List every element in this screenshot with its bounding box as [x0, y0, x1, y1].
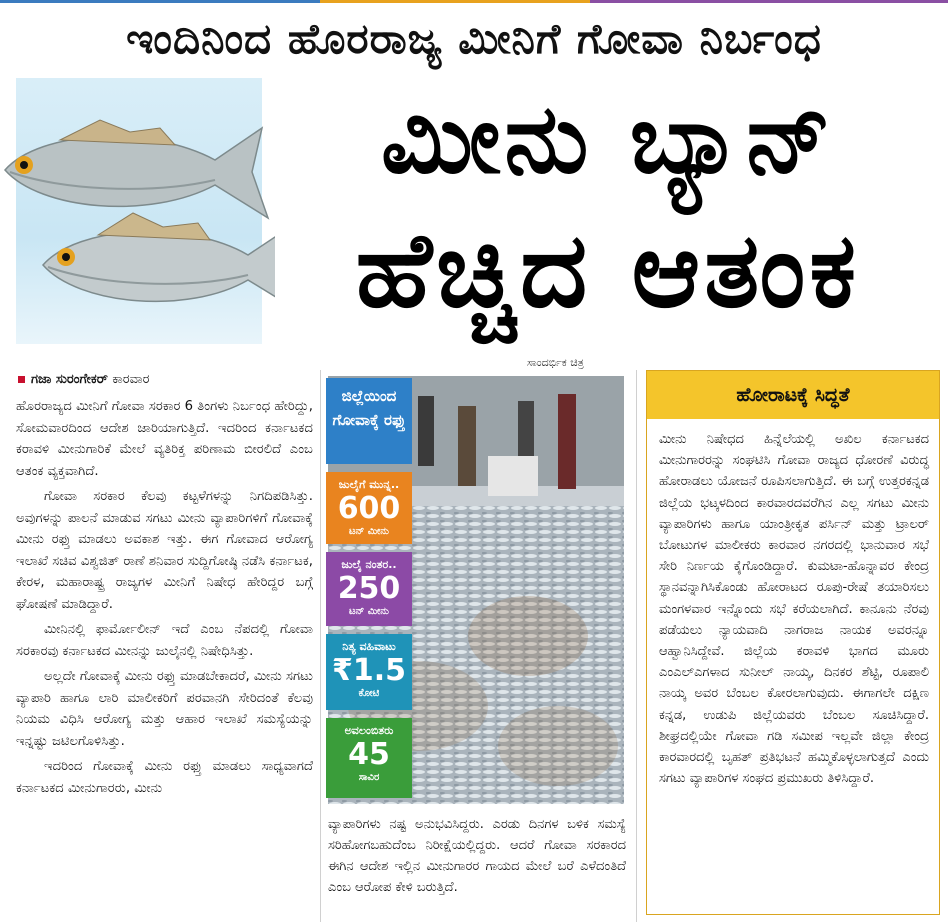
fish-icon	[0, 110, 275, 340]
photo-credit: ಸಾಂದರ್ಭಿಕ ಚಿತ್ರ	[527, 356, 584, 369]
stat-label: ಜುಲೈ ನಂತರ..	[341, 558, 397, 571]
byline-place: ಕಾರವಾರ	[112, 372, 150, 387]
headline-line-2: ಹೆಚ್ಚಿದ ಆತಂಕ	[355, 209, 861, 331]
article-body-column-1	[16, 396, 313, 922]
stat-daily-turnover	[326, 634, 412, 710]
stat-unit: ಕೋಟಿ	[358, 688, 380, 699]
stat-before-july	[326, 472, 412, 544]
stat-value: ₹1.5	[331, 653, 407, 688]
article-kicker: ಇಂದಿನಿಂದ ಹೊರರಾಜ್ಯ ಮೀನಿಗೆ ಗೋವಾ ನಿರ್ಬಂಧ	[126, 14, 822, 63]
byline-author: ಗಜಾ ಸುರಂಗೇಕರ್	[31, 372, 108, 387]
stats-title-box	[326, 378, 412, 464]
top-color-bar	[0, 0, 948, 3]
stat-value: 45	[348, 737, 390, 772]
sidebar-body: ಮೀನು ನಿಷೇಧದ ಹಿನ್ನೆಲೆಯಲ್ಲಿ ಅಖಿಲ ಕರ್ನಾಟಕದ ಮೀನುಗಾರರನ್ನು ಸಂಘಟಿಸಿ ಗೋವಾ ರಾಜ್ಯದ ಧೋರಣೆ ವಿರುದ್ಧ ಹೋರಾಡಲು ಯೋಜನೆ ರೂಪಿಸಲಾಗುತ್ತಿದೆ. ಈ ಬಗ್ಗೆ ಉತ್ತರಕನ್ನಡ ಜಿಲ್ಲೆಯ ಭಟ್ಕಳದಿಂದ ಕಾರವಾರದವರೆಗಿನ ಎಲ್ಲ ಸಗಟು ಮೀನು ವ್ಯಾಪಾರಿಗಳು ಹಾಗೂ ಯಾಂತ್ರೀಕೃತ ಪರ್ಸಿನ್ ಮತ್ತು ಟ್ರಾಲರ್ ಬೋಟುಗಳ ಮಾಲೀಕರು ಕಾರವಾರ ನಗರದಲ್ಲಿ ಭಾನುವಾರ ಸಭೆ ಸೇರಿ ನಿರ್ಣಯ ಕೈಗೊಂಡಿದ್ದಾರೆ. ಕುಮಟಾ-ಹೊನ್ನಾವರ ಕೇಂದ್ರ ಸ್ಥಾನವನ್ನಾಗಿಸಿಕೊಂಡು ಹೋರಾಟದ ರೂಪು-ರೇಷೆ ತಯಾರಿಸಲು ಮಂಗಳವಾರ ಇನ್ನೊಂದು ಸಭೆ ಕರೆಯಲಾಗಿದೆ. ಕಾನೂನು ನೆರವು ಪಡೆಯಲು ನ್ಯಾಯವಾದಿ ನಾಗರಾಜ ನಾಯಕ ಅವರನ್ನೂ ಆಹ್ವಾನಿಸಿದ್ದೇವೆ. ಜಿಲ್ಲೆಯ ಕರಾವಳಿ ಭಾಗದ ಮೂರು ಎಂಎಲ್ಎಗಳಾದ ಸುನೀಲ್ ನಾಯ್ಕ, ದಿನಕರ ಶೆಟ್ಟಿ, ರೂಪಾಲಿ ನಾಯ್ಕ ಅವರ ಬೆಂಬಲ ಕೋರಲಾಗುವುದು. ಈಗಾಗಲೇ ದಕ್ಷಿಣ ಕನ್ನಡ, ಉಡುಪಿ ಜಿಲ್ಲೆಯವರು ಬೆಂಬಲ ಸೂಚಿಸಿದ್ದಾರೆ. ಶೀಘ್ರದಲ್ಲಿಯೇ ಗೋವಾ ಗಡಿ ಸಮೀಪ ಇಲ್ಲವೇ ಜಿಲ್ಲಾ ಕೇಂದ್ರ ಕಾರವಾರದಲ್ಲಿ ಬೃಹತ್ ಪ್ರತಿಭಟನೆ ಹಮ್ಮಿಕೊಳ್ಳಲಾಗುತ್ತದೆ ಎಂದು ಸಗಟು ವ್ಯಾಪಾರಿಗಳ ಸಂಘದ ಪ್ರಮುಖರು ತಿಳಿಸಿದ್ದಾರೆ.	[659, 432, 929, 787]
stat-value: 250	[337, 571, 401, 606]
sidebar-box	[646, 370, 940, 915]
paragraph: ಗೋವಾ ಸರಕಾರ ಕೆಲವು ಕಟ್ಟಳೆಗಳನ್ನು ನಿಗದಿಪಡಿಸಿತ್ತು. ಅವುಗಳನ್ನು ಪಾಲನೆ ಮಾಡುವ ಸಗಟು ಮೀನು ವ್ಯಾಪಾರಿಗಳಿಗೆ ಗೋವಾಕ್ಕೆ ಮೀನು ರಫ್ತು ಮಾಡಲು ಅವಕಾಶ ಇತ್ತು. ಈಗ ಗೋವಾದ ಆರೋಗ್ಯ ಇಲಾಖೆ ಸಚಿವ ವಿಶ್ವಜಿತ್ ರಾಣೆ ಶನಿವಾರ ಸುದ್ದಿಗೋಷ್ಠಿ ನಡೆಸಿ ಕರ್ನಾಟಕ, ಕೇರಳ, ಮಹಾರಾಷ್ಟ್ರ ರಾಜ್ಯಗಳ ಮೀನಿಗೆ ನಿಷೇಧ ಹೇರಿದ್ದರ ಬಗ್ಗೆ ಘೋಷಣೆ ಮಾಡಿದ್ದಾರೆ.	[16, 489, 313, 612]
paragraph: ಅಲ್ಲದೇ ಗೋವಾಕ್ಕೆ ಮೀನು ರಫ್ತು ಮಾಡಬೇಕಾದರೆ, ಮೀನು ಸಗಟು ವ್ಯಾಪಾರಿ ಹಾಗೂ ಲಾರಿ ಮಾಲೀಕರಿಗೆ ಪರವಾನಗಿ ಸೇರಿದಂತೆ ಕೆಲವು ನಿಯಮ ವಿಧಿಸಿ ಆರೋಗ್ಯ ಮತ್ತು ಆಹಾರ ಇಲಾಖೆ ಸಮಸ್ಯೆಯನ್ನು ಇನ್ನಷ್ಟು ಜಟಿಲಗೊಳಿಸಿತ್ತು.	[16, 669, 313, 749]
bullet-square	[18, 376, 25, 383]
stat-label: ನಿತ್ಯ ವಹಿವಾಟು	[342, 640, 396, 653]
column-divider	[320, 370, 321, 922]
stats-title: ಜಿಲ್ಲೆಯಿಂದ ಗೋವಾಕ್ಕೆ ರಫ್ತು	[332, 387, 406, 429]
stat-after-july	[326, 552, 412, 626]
article-body-column-2: ವ್ಯಾಪಾರಿಗಳು ನಷ್ಟ ಅನುಭವಿಸಿದ್ದರು. ಎರಡು ದಿನಗಳ ಬಳಿಕ ಸಮಸ್ಯೆ ಸರಿಹೋಗಬಹುದೆಂಬ ನಿರೀಕ್ಷೆಯಲ್ಲಿದ್ದರು. ಆದರೆ ಗೋವಾ ಸರಕಾರದ ಈಗಿನ ಆದೇಶ ಇಲ್ಲಿನ ಮೀನುಗಾರರ ಗಾಯದ ಮೇಲೆ ಬರೆ ಎಳೆದಂತಿದೆ ಎಂಬ ಆರೋಪ ಕೇಳಿ ಬರುತ್ತಿದೆ.	[328, 817, 626, 895]
stat-unit: ಟನ್ ಮೀನು	[349, 606, 389, 617]
column-divider	[636, 370, 637, 922]
sidebar-title: ಹೋರಾಟಕ್ಕೆ ಸಿದ್ಧತೆ	[647, 371, 939, 419]
headline-line-1: ಮೀನು ಬ್ಯಾನ್	[381, 83, 835, 195]
paragraph: ಹೊರರಾಜ್ಯದ ಮೀನಿಗೆ ಗೋವಾ ಸರಕಾರ 6 ತಿಂಗಳು ನಿರ್ಬಂಧ ಹೇರಿದ್ದು, ಸೋಮವಾರದಿಂದ ಆದೇಶ ಜಾರಿಯಾಗುತ್ತಿದೆ. ಇದರಿಂದ ಕರ್ನಾಟಕದ ಕರಾವಳಿ ಮೀನುಗಾರಿಕೆ ಮೇಲೆ ವ್ಯತಿರಿಕ್ತ ಪರಿಣಾಮ ಬೀರಲಿದೆ ಎಂಬ ಆತಂಕ ವ್ಯಕ್ತವಾಗಿದೆ.	[16, 399, 313, 479]
paragraph: ಮೀನಿನಲ್ಲಿ ಫಾರ್ಮೋಲೀನ್ ಇದೆ ಎಂಬ ನೆಪದಲ್ಲಿ ಗೋವಾ ಸರಕಾರವು ಕರ್ನಾಟಕದ ಮೀನನ್ನು ಜುಲೈನಲ್ಲಿ ನಿಷೇಧಿಸಿತ್ತು.	[16, 622, 313, 659]
paragraph: ಇದರಿಂದ ಗೋವಾಕ್ಕೆ ಮೀನು ರಫ್ತು ಮಾಡಲು ಸಾಧ್ಯವಾಗದೆ ಕರ್ನಾಟಕದ ಮೀನುಗಾರರು, ಮೀನು	[16, 759, 313, 796]
stat-unit: ಟನ್ ಮೀನು	[349, 526, 389, 537]
byline	[18, 372, 149, 387]
stat-label: ಅವಲಂಬಿತರು	[344, 724, 394, 737]
stat-value: 600	[337, 491, 401, 526]
stat-label: ಜುಲೈಗೆ ಮುನ್ನ..	[338, 478, 400, 491]
stat-unit: ಸಾವಿರ	[358, 772, 380, 783]
stat-dependents	[326, 718, 412, 798]
